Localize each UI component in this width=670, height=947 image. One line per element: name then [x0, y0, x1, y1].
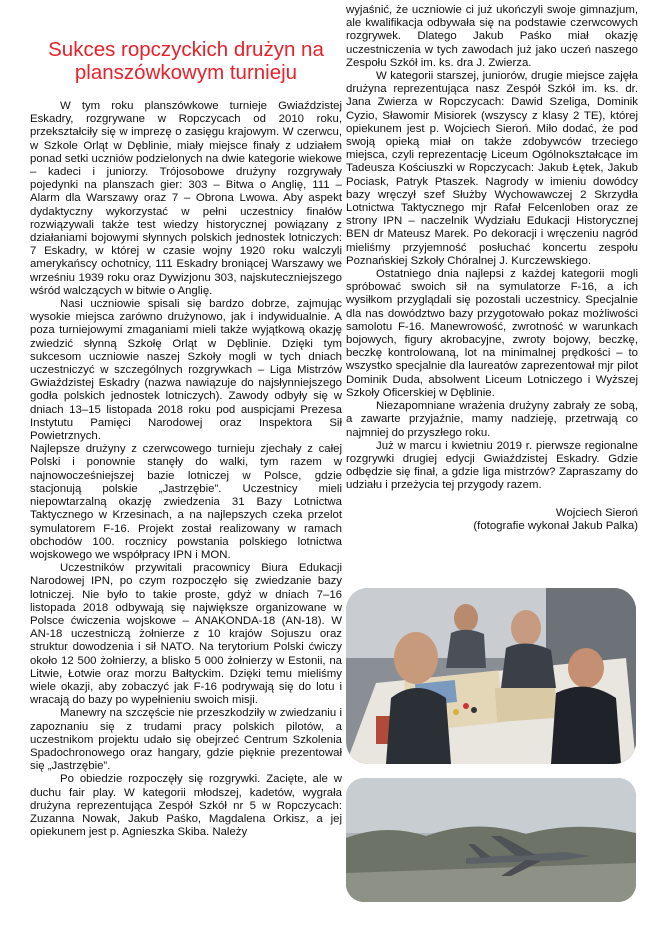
paragraph-games: Po obiedzie rozpoczęły się rozgrywki. Zacięte, ale w duchu fair play. W kategorii młodszej, kadetów, wygrała drużyna reprezentująca Zespół Szkół nr 5 w Ropczycach: Zuzanna Nowak, Jakub Paśko, Magdalena Orkisz, a jej opiekunem jest p. Agnieszka Skiba. Należy [30, 773, 342, 839]
paragraph-simulator: Ostatniego dnia najlepsi z każdej kategorii mogli spróbować swoich sił na symulatorze F-16, a ich wysiłkom przyglądali się pozostali uczestnicy. Specjalnie dla nas dowództwo bazy przygotowało pokaz możliwości samolotu F-16. Manewrowość, zwrotność w warunkach bojowych, figury akrobacyjne, zwroty bojowy, beczkę, beczkę kontrolowaną, lot na minimalnej prędkości – to wszystko specjalnie dla laureatów zaprezentował mjr pilot Dominik Duda, absolwent Liceum Lotniczego i Wyższej Szkoły Oficerskiej w Dęblinie. [346, 268, 638, 399]
signature [346, 507, 638, 534]
right-column [346, 0, 638, 534]
paragraph-results: Nasi uczniowie spisali się bardzo dobrze, zajmując wysokie miejsca zarówno drużynowo, jak i indywidualnie. A poza turniejowymi zmaganiami mieli także wyjątkową okazję zwiedzić słynną Szkołę Orląt w Dęblinie. Dzięki tym sukcesom uczniowie naszej Szkoły mogli w tych dniach uczestniczyć w szczególnych rozgrywkach – Liga Mistrzów Gwiaździstej Eskadry (nazwa nawiązuje do najsłynniejszego godła polskich jednostek lotniczych). Zawody odbyły się w dniach 13–15 listopada 2018 roku pod auspicjami Prezesa Instytutu Pamięci Narodowej oraz Inspektora Sił Powietrznych. [30, 298, 342, 443]
left-body [30, 100, 342, 839]
author-name: Wojciech Sieroń [555, 506, 638, 519]
paragraph-maneuvers: Manewry na szczęście nie przeszkodziły w zwiedzaniu i zapoznaniu się z trudami pracy polskich pilotów, a uczestnikom projektu udało się obejrzeć Centrum Szkolenia Spadochronowego oraz hangary, gdzie pięknie prezentował się „Jastrzębie”. [30, 707, 342, 773]
paragraph-next-edition: Już w marcu i kwietniu 2019 r. pierwsze regionalne rozgrywki drugiej edycji Gwiaździstej Eskadry. Gdzie odbędzie się finał, a gdzie liga mistrzów? Zapraszamy do udziału i przeżycia tej przygody razem. [346, 439, 638, 492]
paragraph-intro: W tym roku planszówkowe turnieje Gwiaździstej Eskadry, rozgrywane w Ropczycach od 2010 roku, przekształciły się w imprezę o zasięgu krajowym. W czerwcu, w Szkole Orląt w Dęblinie, miały miejsce finały z udziałem ponad setki uczniów podzielonych na dwie kategorie wiekowe – kadeci i juniorzy. Trójosobowe drużyny rozgrywały pojedynki na planszach gier: 303 – Bitwa o Anglię, 111 – Alarm dla Warszawy oraz 7 – Obrona Lwowa. Aby aspekt dydaktyczny wykorzystać w pełni uczestnicy finałów rozwiązywali także test wiedzy historycznej powiązany z działaniami bojowymi słynnych polskich jednostek lotniczych: 7 Eskadry, w której w czasie wojny 1920 roku walczyli amerykańscy ochotnicy, 111 Eskadry broniącej Warszawy we wrześniu 1939 roku oraz Dywizjonu 303, najskuteczniejszego wśród walczących w bitwie o Anglię. [30, 100, 342, 297]
photo-credit: (fotografie wykonał Jakub Palka) [473, 520, 638, 533]
left-column [30, 0, 342, 839]
paragraph-impressions: Niezapomniane wrażenia drużyny zabrały ze sobą, a zawarte przyjaźnie, mamy nadzieję, przetrwają co najmniej do przyszłego roku. [346, 400, 638, 439]
article-title: Sukces ropczyckich drużyn na planszówkowym turnieju [48, 38, 324, 84]
paragraph-continuation: wyjaśnić, że uczniowie ci już ukończyli swoje gimnazjum, ale kwalifikacja odbywała się na podstawie czerwcowych rozgrywek. Dlatego Jakub Paśko miał okazję uczestniczenia w tych zawodach już jako uczeń naszego Zespołu Szkół im. ks. dra J. Zwierza. [346, 4, 638, 69]
f16-photo [346, 778, 636, 902]
paragraph-best-teams: Najlepsze drużyny z czerwcowego turnieju zjechały z całej Polski i ponownie stanęły do walki, tym razem w najnowocześniejszej bazie lotniczej w Polsce, gdzie stacjonują polskie „Jastrzębie”. Uczestnicy mieli niepowtarzalną okazję zwiedzenia 31 Bazy Lotnictwa Taktycznego w Krzesinach, a na najlepszych czeka przelot symulatorem F-16. Projekt został realizowany w ramach obchodów 100. rocznicy powstania polskiego lotnictwa wojskowego we współpracy IPN i MON. [30, 443, 342, 561]
boardgame-photo [346, 588, 636, 764]
paragraph-juniors: W kategorii starszej, juniorów, drugie miejsce zajęła drużyna reprezentująca nasz Zespół Szkół im. ks. dr. Jana Zwierza w Ropczycach: Dawid Szeliga, Dominik Cyzio, Sławomir Misiorek (wszyscy z klasy 2 TE), której opiekunem jest p. Wojciech Sieroń. Miło dodać, że pod swoją opieką miał on także zdobywców trzeciego miejsca, czyli reprezentację Liceum Ogólnokształcące im Tadeusza Kościuszki w Ropczycach: Jakub Łętek, Jakub Pociask, Patryk Ptaszek. Nagrody w imieniu dowódcy bazy wręczył szef Służby Wychowawczej 2 Skrzydła Lotnictwa Taktycznego mjr Rafał Felcenloben oraz ze strony IPN – naczelnik Wydziału Edukacji Historycznej BEN dr Mateusz Marek. Po dekoracji i wręczeniu nagród mieliśmy przyjemność posłuchać koncertu zespołu Poznańskiej Szkoły Chóralnej J. Kurczewskiego. [346, 70, 638, 267]
paragraph-visit: Uczestników przywitali pracownicy Biura Edukacji Narodowej IPN, po czym rozpoczęło się zwiedzanie bazy lotniczej. Nie było to takie proste, gdyż w dniach 7–16 listopada 2018 odbywają się największe organizowane w Polsce ćwiczenia wojskowe – ANAKONDA-18 (AN-18). W AN-18 uczestniczą żołnierze z 10 krajów Sojuszu oraz struktur dowodzenia i sił NATO. Na terytorium Polski ćwiczy około 12 500 żołnierzy, a blisko 5 000 żołnierzy w Estonii, na Litwie, Łotwie oraz morzu Bałtyckim. Dzięki temu mieliśmy wiele okazji, aby zobaczyć jak F-16 podrywają się do lotu i wracają do bazy po wypełnieniu swoich misji. [30, 562, 342, 707]
right-body [346, 4, 638, 493]
